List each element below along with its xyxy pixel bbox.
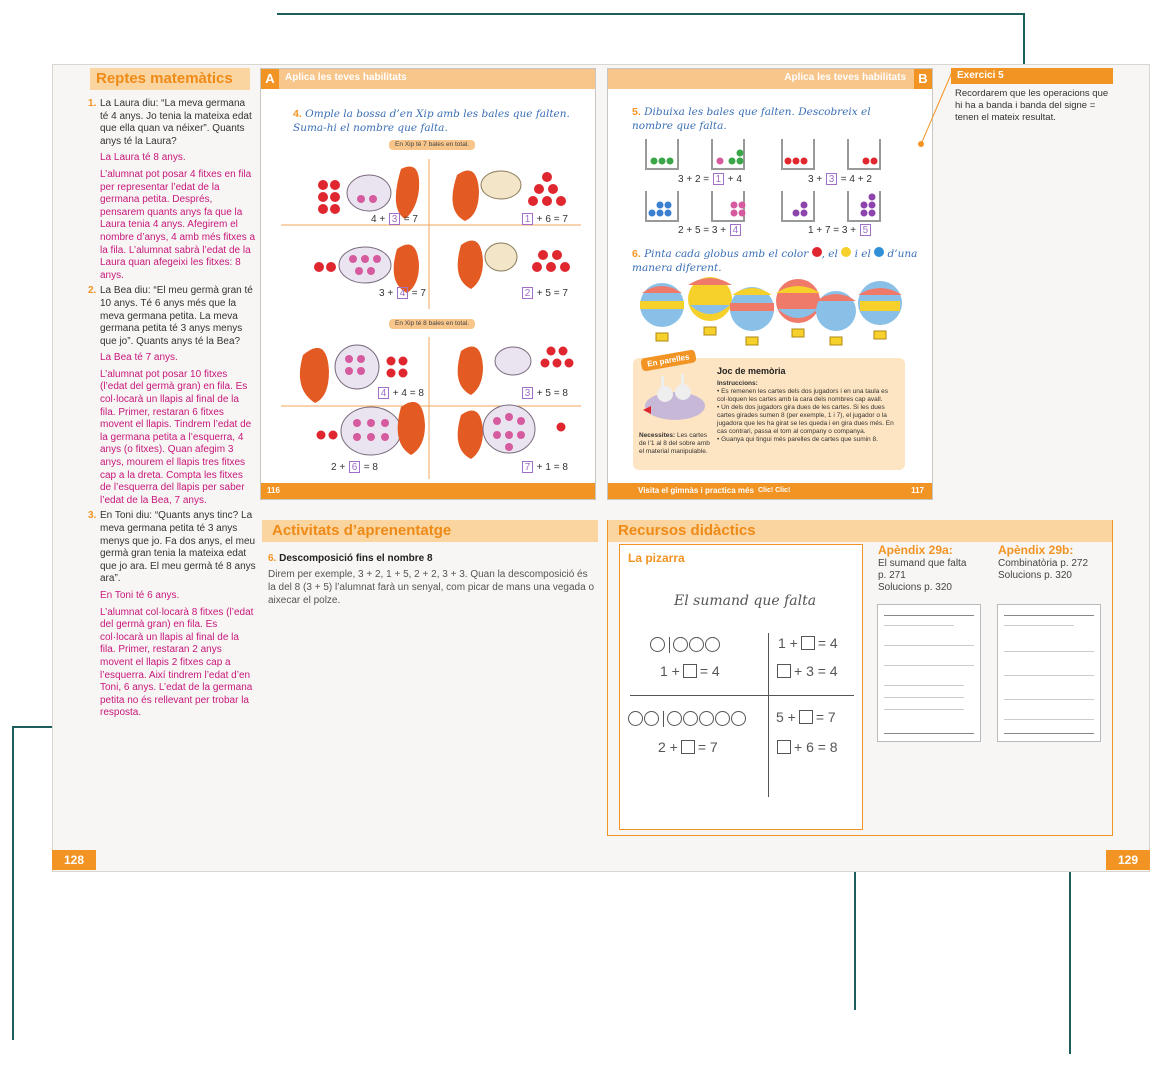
activitats-body (268, 552, 596, 607)
appendix-line: Solucions p. 320 (998, 570, 1072, 581)
whiteboard-equation (778, 635, 838, 651)
counter-icon (715, 711, 730, 726)
instruction-item: • Es remenen les cartes dels dos jugadors i en una taula es col·loquen les cartes amb la cara dels nombres cap avall. (717, 388, 889, 403)
page-footer (608, 483, 932, 499)
eq-post: = 8 (360, 462, 378, 473)
equation (521, 461, 568, 473)
eq-right: + 6 = 8 (794, 739, 838, 755)
appendix-b-thumbnail[interactable] (997, 604, 1101, 742)
activity-text: Direm per exemple, 3 + 2, 1 + 5, 2 + 2, 3 + 3. Quan la descomposició és la del 8 (3 + 5) l’alumnat farà un senyal, com picar de mans una vegada o aixecar el polze. (268, 569, 595, 606)
page-header (261, 69, 595, 89)
eq-left: 1 + (778, 635, 798, 651)
callout-title: Exercici 5 (951, 68, 1113, 84)
appendix-a-details (878, 558, 966, 594)
equation (379, 287, 426, 299)
whiteboard-equation (774, 739, 838, 755)
repte-answer: En Toni té 6 anys. (100, 589, 180, 601)
repte-solution: L’alumnat pot posar 4 fitxes en fila per representar l’edat de la germana petita. Després, pensarem quants anys fa que la Laura tenia 4 anys. Afegirem el nombre d’anys, 4 amb més fitxes a la fila. L’alumnat sabrà l’edat de la Laura quan afegeixi les fitxes: 8 anys. (100, 168, 256, 281)
whiteboard-equation (774, 663, 838, 679)
book-page-number: 117 (911, 486, 924, 495)
answer-box: 4 (397, 287, 408, 299)
blank-box (777, 740, 791, 754)
blank-box (683, 664, 697, 678)
page-header (608, 69, 932, 89)
eq-post: + 4 (724, 174, 742, 185)
counter-icon (628, 711, 643, 726)
instructions-title: Instruccions: (717, 380, 758, 387)
leader-line-left-drop (12, 726, 14, 1040)
instruction-text: Guanya qui tingui més parelles de cartes que sumin 8. (721, 436, 878, 443)
activity-heading (268, 552, 596, 565)
appendix-a-thumbnail[interactable] (877, 604, 981, 742)
whiteboard-vline (768, 633, 769, 797)
equation (521, 213, 568, 225)
activitats-title: Activitats d’aprenentatge (262, 520, 598, 542)
materials-text: Les cartes de l’1 al 8 del sobre amb el material manipulable. (639, 432, 710, 455)
equation (521, 287, 568, 299)
whiteboard-equation (660, 663, 720, 679)
counter-icon (689, 637, 704, 652)
eq-left: 1 + (660, 663, 680, 679)
exercise-number: 5. (632, 106, 641, 118)
page-header-title: Aplica les teves habilitats (784, 72, 906, 83)
whiteboard-panel (619, 544, 863, 830)
pairs-game-box (633, 352, 905, 470)
recursos-title: Recursos didàctics (608, 520, 1112, 542)
repte-solution: L’alumnat col·locarà 8 fitxes (l’edat del germà gran) en fila. Es col·locarà un llapis al final de la fila. Primer, restaran 2 anys movent el llapis 2 fitxes cap a l’esquerra. Així tindrem l’edat d’en Toni, 6 anys. L’edat de la germana petita no és rellevant per trobar la resposta. (100, 606, 254, 719)
instruction-text: Es remenen les cartes dels dos jugadors i en una taula es col·loquen les cartes amb la cara dels nombres cap avall. (717, 388, 889, 403)
footer-text: Visita el gimnàs i practica més (638, 486, 754, 495)
exercise-instruction: Dibuixa les bales que falten. Descobreix el nombre que falta. (632, 106, 871, 132)
answer-box: 4 (730, 224, 741, 236)
eq-pre: 2 + (331, 462, 348, 473)
game-title: Joc de memòria (717, 366, 786, 376)
eq-right: = 7 (697, 739, 718, 755)
activity-number: 6. (268, 553, 277, 564)
equation (678, 173, 742, 185)
page-letter: B (914, 69, 932, 89)
counter-icon (731, 711, 746, 726)
eq-post: + 1 = 8 (534, 462, 568, 473)
eq-right: = 4 (817, 635, 838, 651)
whiteboard-equation (658, 739, 718, 755)
appendix-b-title: Apèndix 29b: (998, 543, 1074, 557)
eq-pre: 1 + 7 = 3 + (808, 225, 859, 236)
eq-pre: 4 + (371, 214, 388, 225)
leader-line-recursos (1069, 846, 1071, 1054)
eq-post: + 6 = 7 (534, 214, 568, 225)
activity-heading-text: Descomposició fins el nombre 8 (279, 553, 433, 564)
counter-icon (683, 711, 698, 726)
book-page-number: 116 (267, 486, 280, 495)
marble-boxes-illustration (608, 135, 934, 245)
counter-icon (705, 637, 720, 652)
answer-box: 6 (349, 461, 360, 473)
eq-left: 2 + (658, 739, 678, 755)
repte-number: 3. (88, 510, 97, 522)
materials-needed (639, 432, 713, 456)
exercise-number: 6. (632, 248, 641, 260)
answer-box: 3 (826, 173, 837, 185)
exercise-instruction-part: , el (821, 248, 838, 260)
repte-item (88, 285, 256, 507)
eq-pre: 3 + (379, 288, 396, 299)
repte-item (88, 98, 256, 282)
pairs-tag: En parelles (640, 349, 696, 371)
appendix-line: Solucions p. 320 (878, 582, 952, 593)
page-number-left: 128 (52, 850, 96, 870)
balloons-illustration (608, 275, 934, 359)
leader-line-top (277, 13, 1025, 15)
equation (331, 461, 378, 473)
callout-body: Recordarem que les operacions que hi ha a banda i banda del signe = tenen el mateix resultat. (955, 88, 1109, 123)
eq-pre: 2 + 5 = 3 + (678, 225, 729, 236)
page-header-title: Aplica les teves habilitats (285, 72, 407, 83)
equation (808, 173, 872, 185)
whiteboard-equation (776, 709, 836, 725)
red-dot-icon (812, 247, 822, 257)
rabbits-rocket-illustration (639, 374, 709, 430)
equation (521, 387, 568, 399)
marbles-total-pill: En Xip té 8 bales en total. (389, 319, 475, 329)
exercise-5-text (632, 105, 902, 133)
reptes-list (88, 98, 256, 723)
blue-dot-icon (874, 247, 884, 257)
marbles-total-pill: En Xip té 7 bales en total. (389, 140, 475, 150)
exercise-number: 4. (293, 108, 302, 120)
instruction-text: Un dels dos jugadors gira dues de les cartes. Si les dues cartes girades sumen 8 (per exemple, 1 i 7), el jugador o la jugadora que les ha girat se les queda i en gira dues més. En cas contrari, passa el torn al company o companya. (717, 404, 894, 435)
equation (377, 387, 424, 399)
eq-right: = 7 (815, 709, 836, 725)
counter-icon (667, 711, 682, 726)
appendix-line: Combinatòria p. 272 (998, 558, 1089, 569)
repte-item (88, 510, 256, 720)
counters-row (650, 637, 721, 653)
eq-pre: 3 + (808, 174, 825, 185)
exercise-6-text (632, 247, 922, 275)
exercise-instruction: Pinta cada globus amb el color (644, 248, 809, 260)
eq-right: + 3 = 4 (794, 663, 838, 679)
exercise-instruction: Omple la bossa d’en Xip amb les bales que falten. Suma-hi el nombre que falta. (293, 108, 570, 134)
repte-question: La Laura diu: “La meva germana té 4 anys. Jo tenia la mateixa edat que ella quan va néixer”. Quants anys té la Laura? (100, 98, 252, 147)
book-page-116 (260, 68, 596, 500)
repte-number: 2. (88, 285, 97, 297)
appendix-b-details (998, 558, 1088, 582)
instruction-item: • Un dels dos jugadors gira dues de les cartes. Si les dues cartes girades sumen 8 (per exemple, 1 i 7), el jugador o la jugadora que les ha girat se les queda i en gira dues més. En cas contrari, passa el torn al company o companya. (717, 404, 894, 435)
click-badge: Clic! Clic! (758, 487, 791, 494)
whiteboard-hline (630, 695, 854, 696)
whiteboard-heading: El sumand que falta (674, 593, 817, 609)
eq-post: = 7 (400, 214, 418, 225)
appendix-a-title: Apèndix 29a: (878, 543, 953, 557)
counters-row (628, 711, 747, 727)
repte-number: 1. (88, 98, 97, 109)
blank-box (777, 664, 791, 678)
answer-box: 1 (713, 173, 724, 185)
materials-label: Necessites: (639, 432, 676, 439)
page-number-right: 129 (1106, 850, 1150, 870)
answer-box: 3 (389, 213, 400, 225)
eq-post: + 5 = 7 (534, 288, 568, 299)
eq-pre: 3 + 2 = (678, 174, 712, 185)
equation (678, 224, 742, 236)
whiteboard-title: La pizarra (628, 551, 685, 565)
callout-connector (916, 70, 956, 150)
page-footer (261, 483, 595, 499)
reptes-title: Reptes matemàtics (90, 68, 250, 90)
eq-post: = 7 (408, 288, 426, 299)
yellow-dot-icon (841, 247, 851, 257)
blank-box (799, 710, 813, 724)
blank-box (681, 740, 695, 754)
eq-left: 5 + (776, 709, 796, 725)
exercise-instruction-part: d’una manera diferent. (632, 248, 918, 274)
answer-box: 3 (522, 387, 533, 399)
eq-right: = 4 (699, 663, 720, 679)
repte-answer: La Laura té 8 anys. (100, 152, 186, 164)
counter-icon (699, 711, 714, 726)
repte-question: En Toni diu: “Quants anys tinc? La meva germana petita té 3 anys menys que jo. Fa dos anys, el meu germà gran tenia la mateixa edat que jo ara. El meu germà té 8 anys ara”. (100, 510, 256, 585)
counter-icon (650, 637, 665, 652)
answer-box: 7 (522, 461, 533, 473)
counter-icon (644, 711, 659, 726)
eq-post: + 4 = 8 (390, 388, 424, 399)
answer-box: 5 (860, 224, 871, 236)
equation (371, 213, 418, 225)
instructions (717, 380, 901, 444)
appendix-line: El sumand que falta (878, 558, 967, 569)
answer-box: 4 (378, 387, 389, 399)
answer-box: 1 (522, 213, 533, 225)
appendix-line: p. 271 (878, 570, 906, 581)
equation (808, 224, 872, 236)
answer-box: 2 (522, 287, 533, 299)
repte-solution: L’alumnat pot posar 10 fitxes (l’edat del germà gran) en fila. Es col·locarà un llapis al final de la fila. Primer, restaran 6 fitxes movent el llapis. Tindrem l’edat de la germana petita a l’esquerra, 4 anys (o fitxes). Quan afegim 3 anys, mourem el llapis tres fitxes cap a la dreta. Compta les fitxes de l’esquerra del llapis per saber l’edat de la Bea, 7 anys. (100, 368, 252, 506)
eq-post: + 5 = 8 (534, 388, 568, 399)
eq-post: = 4 + 2 (837, 174, 872, 185)
exercise-instruction-part: i el (854, 248, 871, 260)
repte-answer: La Bea té 7 anys. (100, 352, 178, 364)
instruction-item: • Guanya qui tingui més parelles de cartes que sumin 8. (717, 436, 878, 443)
blank-box (801, 636, 815, 650)
page-letter: A (261, 69, 279, 89)
counter-icon (673, 637, 688, 652)
repte-question: La Bea diu: “El meu germà gran té 10 anys. Té 6 anys més que la meva germana petita. La meva germana petita té 3 anys menys que jo”. Quants anys té la Bea? (100, 285, 253, 347)
